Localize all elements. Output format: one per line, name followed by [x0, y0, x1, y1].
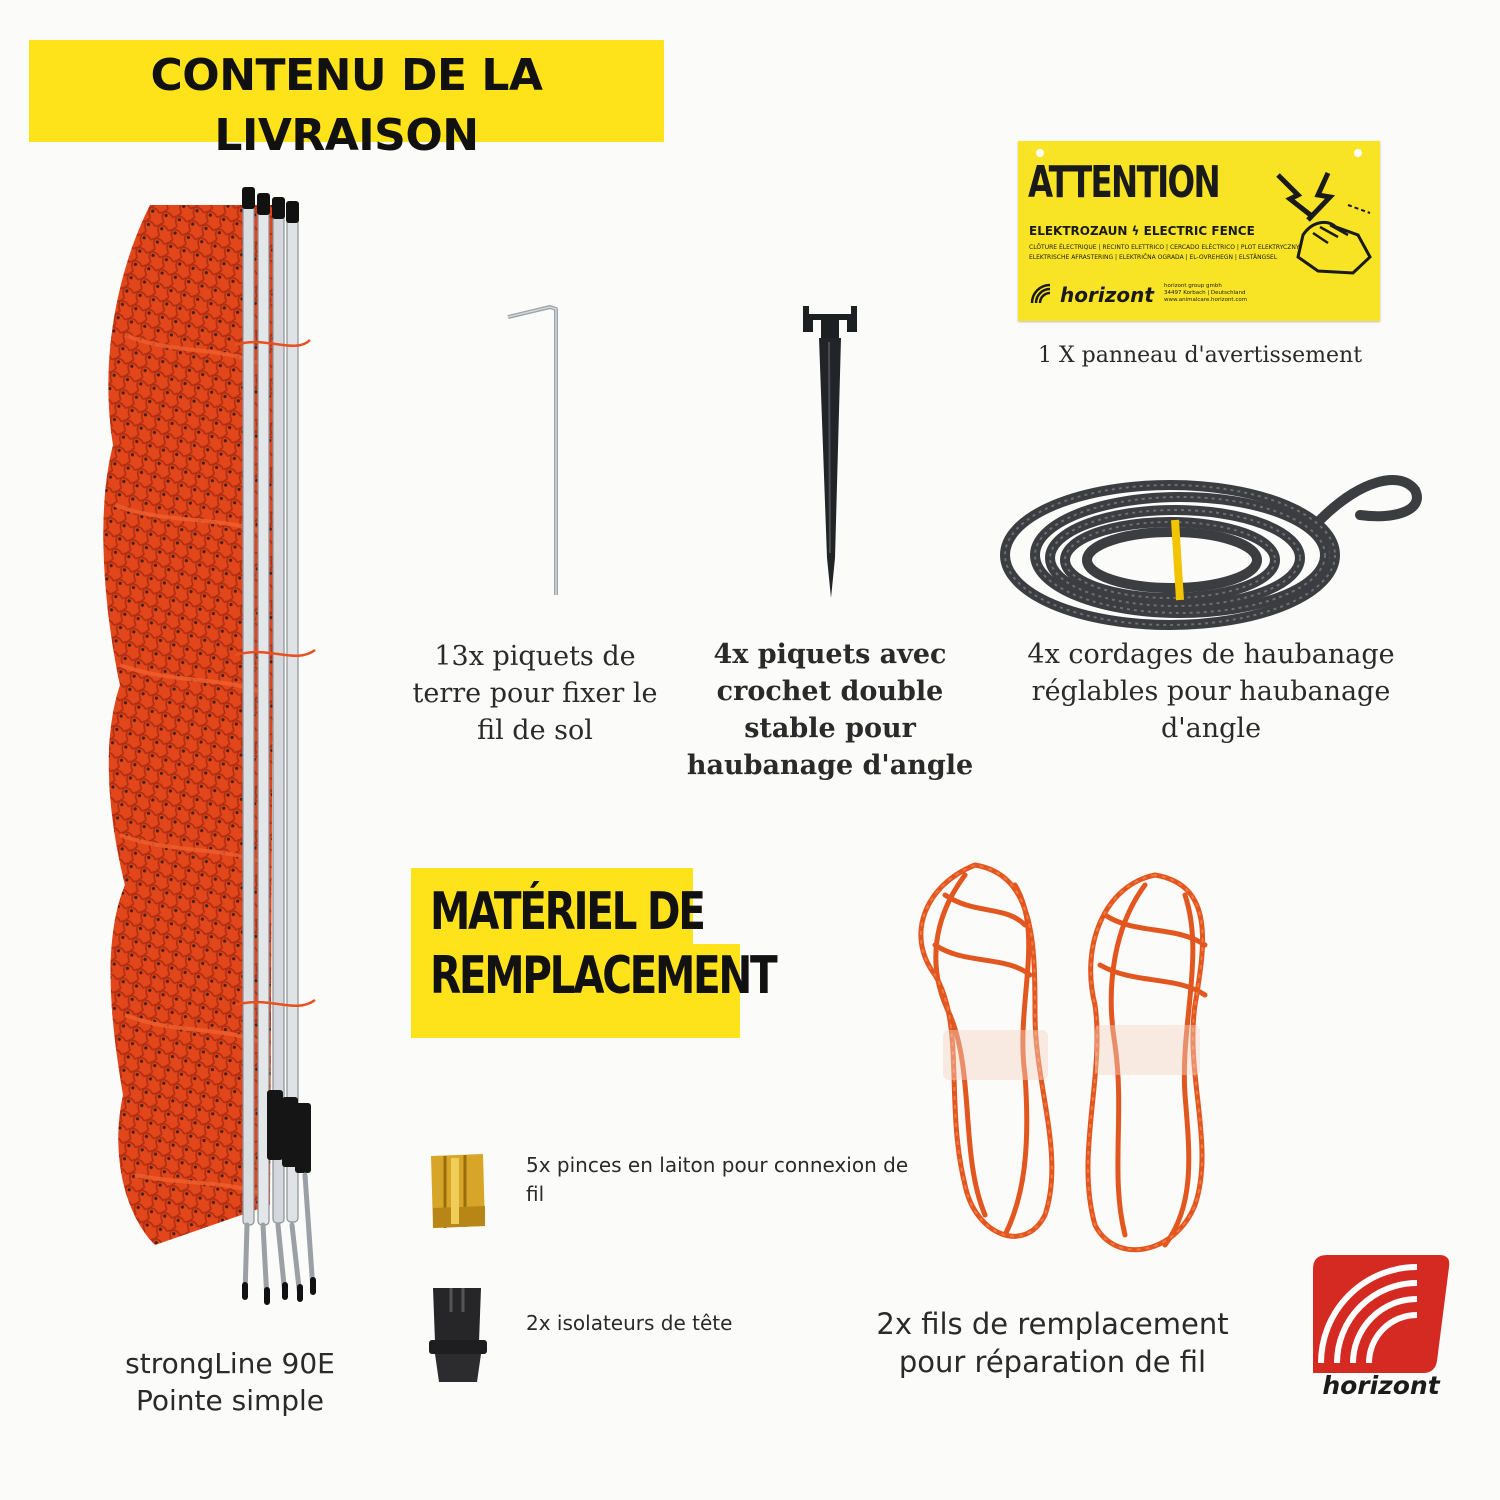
- net-caption-line2: Pointe simple: [135, 1384, 325, 1417]
- ground-pegs-caption: [385, 638, 685, 749]
- tape-left: [943, 1030, 1048, 1080]
- horizont-logo-icon: [1313, 1255, 1451, 1373]
- replacement-wires-line2: pour réparation de fil: [898, 1345, 1207, 1379]
- guy-ropes-caption: [1000, 636, 1422, 747]
- ground-peg-image: [500, 295, 570, 605]
- double-hook-pegs-line2: crochet double: [716, 676, 944, 707]
- replacement-title-line2: REMPLACEMENT: [430, 946, 776, 1006]
- net-caption-line1: strongLine 90E: [125, 1347, 335, 1380]
- delivery-title-line1: CONTENU DE LA: [150, 50, 543, 101]
- sign-subheading: ELEKTROZAUN ϟ ELECTRIC FENCE: [1029, 224, 1255, 238]
- brass-clamps-line1: 5x pinces en laiton pour connexion de: [526, 1153, 909, 1177]
- brass-clamp-image: [425, 1148, 491, 1234]
- fence-posts: [242, 187, 313, 1302]
- sign-address-line2: 34497 Korbach | Deutschland: [1164, 290, 1246, 296]
- warning-sign: [1018, 141, 1380, 321]
- brass-clamps-line2: fil: [526, 1182, 545, 1206]
- replacement-title: [430, 880, 775, 1008]
- delivery-title: [29, 47, 664, 165]
- ground-pegs-line2: terre pour fixer le: [412, 678, 658, 709]
- ground-pegs-line1: 13x piquets de: [434, 641, 636, 672]
- head-insulator-image: [425, 1282, 495, 1388]
- electric-net-image: [95, 185, 335, 1315]
- brass-clamps-caption: [526, 1151, 966, 1209]
- sign-address-line3: www.animalcare.horizont.com: [1164, 297, 1248, 303]
- double-hook-pegs-line1: 4x piquets avec: [713, 639, 947, 670]
- net-caption: [105, 1345, 355, 1419]
- horizont-logo-text: horizont: [1322, 1371, 1440, 1400]
- replacement-wires-image: [905, 855, 1225, 1275]
- double-hook-pegs-caption: [680, 636, 980, 784]
- guy-ropes-line2: réglables pour haubanage: [1031, 676, 1391, 707]
- replacement-wires-caption: [860, 1305, 1245, 1381]
- sign-address-line1: horizont group gmbh: [1164, 283, 1222, 289]
- sign-languages-line2: ELEKTRISCHE AFRASTERING | ELEKTRIČNA OGRADA | EL-OVREHEGN | ELSTÄNGSEL: [1029, 254, 1278, 261]
- rope-tie: [1175, 520, 1180, 600]
- guy-ropes-line1: 4x cordages de haubanage: [1027, 639, 1395, 670]
- double-hook-pegs-line4: haubanage d'angle: [686, 750, 974, 781]
- sign-address: [1164, 283, 1247, 304]
- shock-hand-icon: [1258, 165, 1373, 275]
- replacement-title-line1: MATÉRIEL DE: [430, 882, 704, 942]
- sign-hole-right: [1354, 149, 1362, 157]
- sign-hole-left: [1036, 149, 1044, 157]
- guy-ropes-line3: d'angle: [1160, 713, 1262, 744]
- tape-right: [1095, 1025, 1200, 1075]
- head-insulators-caption: 2x isolateurs de tête: [526, 1311, 733, 1335]
- double-hook-pegs-line3: stable pour: [744, 713, 916, 744]
- ground-pegs-line3: fil de sol: [477, 715, 593, 746]
- delivery-title-line2: LIVRAISON: [214, 110, 479, 161]
- warning-sign-caption: 1 X panneau d'avertissement: [1037, 343, 1363, 368]
- sign-heading: ATTENTION: [1028, 157, 1219, 208]
- replacement-wires-line1: 2x fils de remplacement: [876, 1307, 1229, 1341]
- sign-languages-line1: CLÔTURE ÉLECTRIQUE | RECINTO ELETTRICO | CERCADO ELÉCTRICO | PLOT ELEKTRYCZNY: [1029, 244, 1300, 251]
- sign-brand: horizont: [1060, 283, 1154, 307]
- double-hook-peg-image: [795, 298, 865, 603]
- guy-ropes-image: [1000, 460, 1420, 640]
- sign-brand-icon: [1030, 283, 1056, 305]
